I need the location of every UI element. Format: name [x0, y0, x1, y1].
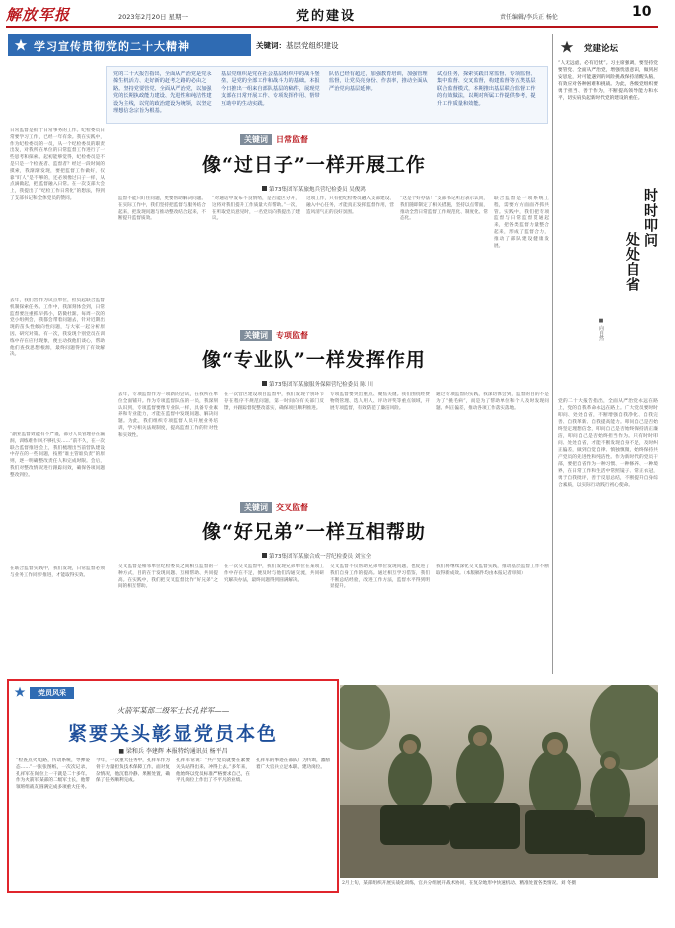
body-text: “副业监督效能有不严谨，部分人员管理存在漏洞，训练难作风不够扎实……”前不久，在一次联合监督推进会上，我们梳理出当前营队建设中存在的一些问题，按照“谁主管谁负责”的原则，逐一明确整改责任人和完成时限。会后，我们对整改情况进行跟踪问效，确保各项问题整改到位。 — [10, 432, 105, 478]
article-keyword — [240, 134, 308, 148]
body-text: 在一次交叉监督中，我们发现兄弟单位在某项工作中存在不足，便及时与他们沟通交流，共同研究解决办法，最终问题得到圆满解决。 — [224, 564, 324, 583]
sidebar-body: 党的二十大报告指出，全面从严治党永远在路上，党的自我革命永远在路上。广大党员要时时叩问、处处自省，不断增强自我净化、自我完善、自我革新、自我提高能力。叩问自己是否始终坚定理想信念，叩问自己是否始终保持清正廉洁，叩问自己是否始终担当作为。只有时时叩问、处处自省，才能不断发现自身不足，及时纠正偏差，做到自觉自律、慎独慎微，始终保持共产党员的先进性和纯洁性。作为新时代的党员干部，要把自省作为一种习惯、一种修养、一种境界，在日常工作和生活中常照镜子、常正衣冠，勇于自我批评，善于反思总结，不断提升自身综合素质，以实际行动践行初心使命。 — [558, 399, 658, 488]
body-text: 监督不能只盯住问题，更要帮助解决问题。在实际工作中，我们坚持把监督与服务结合起来，把发现问题与推动整改结合起来，不断提升监督质效。 — [118, 196, 206, 222]
feature-subtitle: 火箭军某部二级军士长孔祥军—— — [116, 706, 230, 715]
intro-text: 试点任务，探索实践日常监督、专项监督、集中监督、交叉监督，构建监督等五类基层联合监督模式，本期推出基层联合监督工作的有效做法，以期对所属工作提供参考，提升工作质量和效能。 — [437, 71, 536, 107]
feature-byline: ■ 梁和兵 李建辉 本报特约通讯员 杨平昌 — [118, 748, 228, 755]
body-text: 今年，一次重大任务中，孔祥军作为骨干力量担负技术保障工作。面对复杂情况，他沉着冷静、果断处置，确保了任务顺利完成。 — [96, 758, 170, 784]
sidebar-title-line1: 时时叩问 — [642, 188, 658, 248]
banner-title: 学习宣传贯彻党的二十大精神 — [34, 40, 190, 53]
header-rule — [6, 26, 658, 28]
keyword-value: 基层党组织建设 — [286, 41, 339, 50]
star-icon — [14, 38, 28, 52]
body-text: 交叉监督不仅帮助兄弟单位发现问题，也促进了我们自身工作的提高。通过相互学习借鉴，我们不断总结经验，改进工作方法，监督水平得到明显提升。 — [330, 564, 430, 590]
star-icon — [14, 686, 26, 698]
feature-tag: 党员风采 — [30, 687, 74, 699]
byline-text: 第73集团军某旅合成一营纪检委员 刘宝全 — [269, 554, 372, 560]
section-title: 党的建设 — [296, 9, 357, 24]
issue-date: 2023年2月20日 星期一 — [118, 13, 189, 21]
article-byline — [262, 552, 371, 560]
body-text: 日常监督是衔于日常事务的工作。纪检委员日常要学习工作，已经一年有余。我在实践中，作为纪检委员的一员，从一个纪检委员的职责出发，对我所在单位的日常监督工作进行了一些思考和探索。起初能够觉得，纪检委员是不是只是一个检查者、监督者？经过一段时间的摸索，我渐渐发现，要把监督工作做好，仅靠“盯人”是不够的，还必须像过日子一样，从点滴做起，把监督融入日常。在一次支部大会上，我提出了“纪检工作日常化”的想法，得到了支部书记和全体党员的赞同。 — [10, 128, 105, 201]
intro-box — [106, 66, 548, 124]
byline-text: 第73集团军某旅炮兵营纪检委员 吴俊鸿 — [269, 187, 366, 193]
body-text: 交叉监督是相邻单位纪检委员之间相互监督的一种方式，目的在于发现问题、互相帮助、共同提高。在实践中，我们把交叉监督比作“好兄弟”之间的相互帮助。 — [118, 564, 218, 590]
article-keyword — [240, 330, 308, 344]
body-text: 孔祥军的事迹在部队广为传颂，激励着广大官兵立足本职、建功岗位。 — [256, 758, 330, 770]
star-icon — [560, 40, 574, 54]
body-text: 联合监督是一项系统工程，需要方方面面齐抓共管。实践中，我们把专项监督与日常监督贯通起来，把各类监督力量整合起来，形成了监督合力，推动了部队建设健康发展。 — [494, 196, 549, 249]
body-text: “检查点火电路，传动系统，导弹姿态……”一张张图纸，一次次记录，孔祥军在岗位上一干就是二十多年。作为火箭军某部的二级军士长，他带领班组战友圆满完成多项重大任务。 — [16, 758, 90, 791]
keyword-topic: 日常监督 — [276, 135, 308, 144]
keyword-tag — [256, 40, 339, 51]
intro-text: 党的二十大报告指出，全面从严治党是党永葆生机活力、走好新的赶考之路的必由之路。坚持党要管党、全面从严治党，以加强党的长期执政能力建设、先进性和纯洁性建设为主线，以党的政治建设为统领，以坚定理想信念宗旨为根基。 — [113, 71, 212, 115]
column-divider — [552, 34, 553, 674]
article-byline — [262, 380, 373, 388]
keyword-topic: 交叉监督 — [276, 503, 308, 512]
keyword-tag-label: 关键词 — [240, 330, 272, 341]
body-text: 我们将继续深化交叉监督实践，推动基层监督工作不断取得新成效。（本版稿件均由本报记者审阅） — [436, 564, 549, 576]
article-headline: 像“过日子”一样开展工作 — [202, 154, 426, 176]
sidebar-author: ■ 向自然 — [598, 318, 604, 341]
keyword-topic: 专项监督 — [276, 331, 308, 340]
keyword-tag-label: 关键词 — [240, 134, 272, 145]
body-text: 孔祥军常说：“共产党员就要在紧要关头站得出来、冲得上去。”多年来，他始终以党员标准严格要求自己，在平凡岗位上作出了不平凡的业绩。 — [176, 758, 250, 784]
body-text: “这是个好办法！”支部书记听后表示认同，我们随即制定了相关措施，坚持以点带面，推动全营日常监督工作规范化、制度化、常态化。 — [400, 196, 488, 222]
page-number: 10 — [632, 4, 652, 20]
feature-title: 紧要关头彰显党员本色 — [67, 723, 278, 745]
body-text: 专项监督要突出重点、聚焦关键。我们围绕经费物资管理、选人用人、评功评奖等重点领域，开展专项监督，有效防范了廉洁风险。 — [330, 392, 430, 411]
byline-text: 第73集团军某旅服务保障营纪检委员 陈 川 — [269, 382, 373, 388]
article-headline: 像“好兄弟”一样互相帮助 — [202, 521, 426, 543]
body-text: 在联合监督实践中，我们发现，日常监督必须与业务工作同步推进，才能取得实效。 — [10, 566, 105, 578]
intro-text: 基层党组织是党在社会基层组织中的战斗堡垒，是党的全部工作和战斗力的基础。本报今日推出一组来自部队基层的稿件，展现党支部在日常开展工作、专项发挥作用、帮带互助中的生动实践。 — [221, 71, 320, 107]
keyword-tag-label: 关键词 — [240, 502, 272, 513]
body-text: 这项工作，只有把纪检委员融入支部建设、融入中心任务，才能真正发挥监督作用，营造风清气正的良好氛围。 — [306, 196, 394, 215]
sidebar-heading: 党建论坛 — [584, 44, 619, 54]
sidebar-title-line2: 处处自省 — [624, 232, 640, 292]
masthead-logo: 解放军报 — [6, 6, 71, 24]
news-photo — [340, 685, 658, 878]
photo-caption: 2月上旬，某部组织开展实战化训练，官兵分组展开战术协同，在复杂地形中快速机动、精准处置各类情况。刘 冬摄 — [342, 881, 577, 886]
body-text: 去年，我们营作为试点单位，担负起联合监督机制探索任务。工作中，我深刻体会到，日常监督要注重抓早抓小，防微杜渐。每周一次的党小组例会，我都会带着问题去，针对近期出现的苗头性倾向性问题，与大家一起分析原因、研究对策。有一次，我发现个别党员在训练中存在应付现象，便主动找他们谈心，帮助他们查找思想根源，最终问题得到了有效解决。 — [10, 298, 105, 358]
article-headline: 像“专业队”一样发挥作用 — [202, 349, 426, 371]
body-text: “对通话中发布不良情绪，是否能区分开，这将对我们提升工作质量大有帮助。”一次，在听取党员意见时，一名党员向我提出了建议。 — [212, 196, 300, 222]
body-text: 去年，专项监督作为一项新的尝试，在我所在单位全面铺开。作为专项监督队伍的一员，我深刻认识到，专项监督要像专业队一样，具备专业素养和专业能力，才能在监督中发现问题、解决问题。为此，我们组织专项监督人员开展业务培训，学习相关法规制度，提高监督工作的针对性和实效性。 — [118, 392, 218, 438]
body-text: 通过专项监督的实践，我深切体会到，监督的目的不是为了“挑毛病”，而是为了帮助单位和个人及时发现问题、纠正偏差，推动各项工作落实落地。 — [436, 392, 549, 411]
body-text: 在一次营区建设项目监督中，我们发现个别环节存在程序不规范问题，第一时间向有关部门反馈，并跟踪督促整改落实，确保项目顺利推进。 — [224, 392, 324, 411]
article-keyword — [240, 502, 308, 516]
intro-text: 队伍已经有超过，加强教育培训，加强管理监督，让党员亮身份、作表率，推动全面从严治党向基层延伸。 — [329, 71, 428, 92]
editors-credit: 责任编辑/李兵正 杨伦 — [500, 14, 558, 21]
article-byline — [262, 185, 366, 193]
keyword-label: 关键词： — [256, 41, 286, 50]
sidebar-intro: “人无远虑，必有近忧”。习主席强调，要坚持党要管党、全面从严治党，增强忧患意识，做到居安思危，对可能遇到的风险挑战保持清醒头脑，有效应对各种困难和挑战。为此，各级党组织要勇于担当、善于作为，不断提高领导能力和水平，切实肩负起新时代党的建设的重任。 — [558, 61, 658, 101]
